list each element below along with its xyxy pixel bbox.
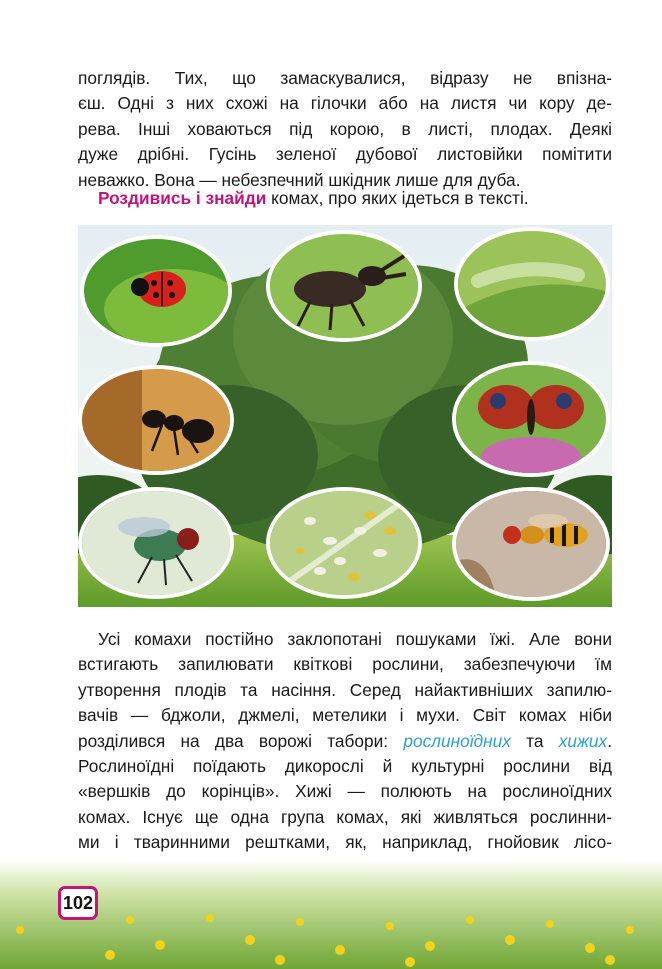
instruction-text: комах, про яких ідеться в тексті. [266, 188, 529, 208]
page-number: 102 [58, 886, 98, 920]
term-herbivores: рослиноїдних [403, 730, 511, 751]
text-span: та [510, 730, 559, 751]
paragraph-main [78, 627, 612, 881]
stag-beetle-photo [266, 230, 422, 342]
caterpillar-photo [454, 227, 610, 341]
text-line: Рослиноїдні поїдають дикорослі й культурні рослини від [78, 755, 612, 776]
caterpillar-icon [458, 231, 606, 337]
instruction-highlight: Роздивись і знайди [98, 188, 267, 208]
text-line: «вершків до корінців». Хижі — полюють на рослиноїдних [78, 781, 612, 802]
text-span: розділився на два ворожі табори: [78, 730, 404, 751]
task-instruction [78, 186, 612, 211]
text-line: комах. Існує ще одна група комах, які живляться рослинни- [78, 806, 612, 827]
text-line: утворення плодів та насіння. Серед найактивніших запилю- [78, 679, 612, 700]
text-line [78, 627, 612, 652]
ladybug-icon [84, 239, 228, 343]
term-predators: хижих [558, 730, 608, 751]
peacock-butterfly-icon [456, 365, 606, 473]
text-line: неважко. Вона — небезпечний шкідник лише для дуба. [78, 169, 521, 190]
text-line: рева. Інші ховаються під корою, в листі, плодах. Деякі [78, 118, 612, 139]
stag-beetle-icon [270, 234, 418, 338]
ladybug-photo [80, 235, 232, 347]
wasp-photo [452, 487, 610, 601]
text-line: вачів — бджоли, джмелі, метелики і мухи. Світ комах ніби [78, 705, 612, 726]
aphids-photo [266, 487, 422, 599]
fly-icon [82, 491, 230, 595]
text-line: єш. Одні з них схожі на гілочки або на листя чи кору де- [78, 93, 612, 114]
fly-photo [78, 487, 234, 599]
aphids-icon [270, 491, 418, 595]
wasp-icon [456, 491, 606, 597]
text-line: дуже дрібні. Гусінь зеленої дубової листовійки помітити [78, 144, 612, 165]
text-line [78, 729, 612, 754]
text-span: Усі комахи постійно заклопотані пошуками їжі. Але вони [98, 629, 612, 649]
butterfly-photo [452, 361, 610, 477]
text-span: . [607, 730, 612, 751]
ant-photo [78, 365, 234, 475]
meadow-footer-decoration [0, 860, 662, 969]
text-line: встигають запилювати квіткові рослини, забезпечуючи їм [78, 654, 612, 675]
insects-photo-collage [78, 225, 612, 607]
text-line: поглядів. Тих, що замаскувалися, відразу не впізна- [78, 68, 612, 88]
ant-icon [82, 369, 230, 471]
paragraph-intro [78, 66, 612, 193]
text-line: ми і тваринними рештками, як, наприклад, гнойовик лісо- [78, 832, 612, 853]
